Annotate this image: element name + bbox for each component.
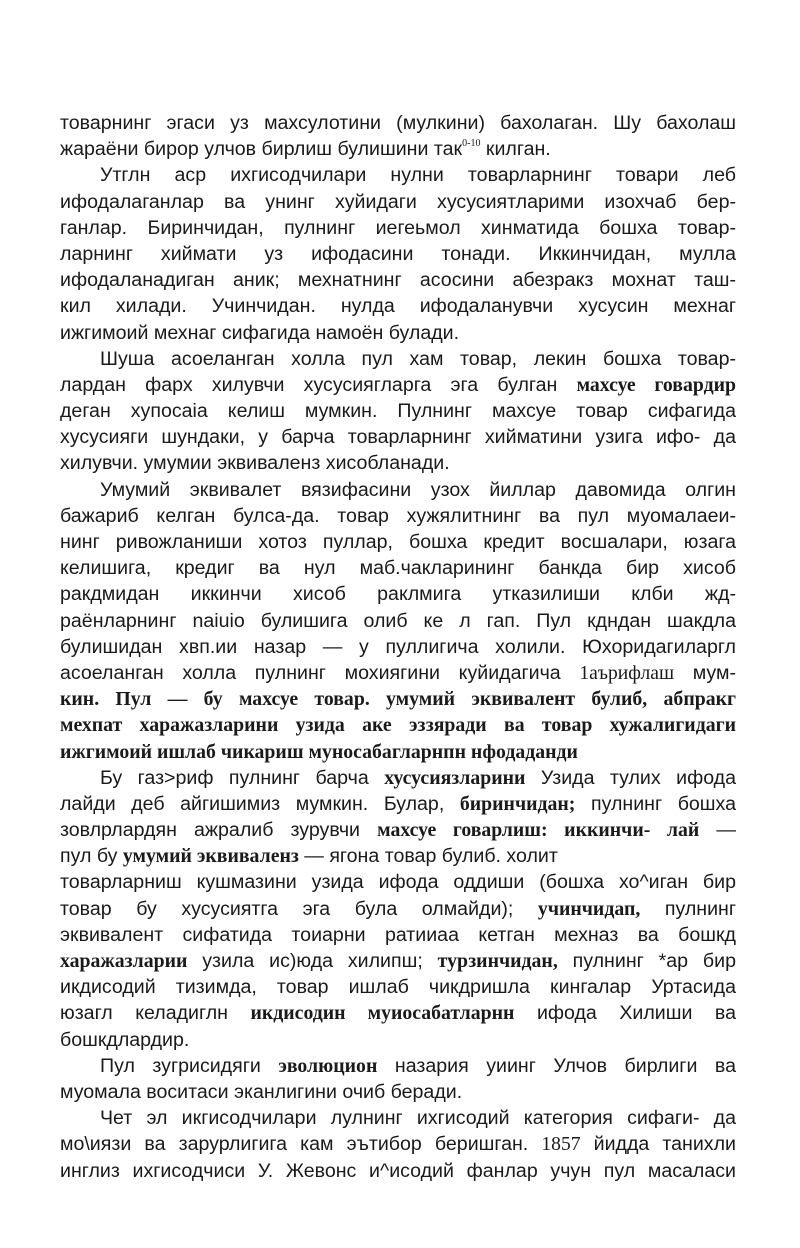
- text-line: бошкдлардир.: [60, 1028, 190, 1051]
- text-run: килган.: [480, 138, 551, 161]
- text-line: ифодаланадиган аник; мехнатнинг асосини абезракз мохнат таш-: [60, 269, 736, 292]
- paragraph-7: [60, 1105, 736, 1184]
- text-run: йидда танихли: [580, 1133, 736, 1156]
- text-run: пулнинг: [640, 897, 736, 920]
- paragraph-4: [60, 477, 736, 765]
- text-line: [60, 660, 736, 686]
- text-run: зовлрлардян ажралиб зурувчи: [60, 819, 378, 842]
- bold-definition-line: кин. Пул — бу махсуе товар. умумий эквивалент булиб, абпракг: [60, 688, 736, 711]
- footnote-superscript: 0-10: [462, 138, 481, 150]
- text-run: —: [699, 819, 737, 842]
- document-page: [60, 110, 736, 1184]
- year-number: 1857: [541, 1134, 581, 1156]
- text-run: — ягона товар булиб. холит: [298, 845, 558, 868]
- bold-term: учинчидап,: [537, 897, 641, 920]
- text-line: товарларниш кушмазини узида ифода оддиши (бошха хо^иган бир: [60, 871, 736, 894]
- text-line: [60, 1131, 736, 1157]
- text-line: [60, 1000, 736, 1026]
- bold-term: хусусиязларини: [384, 766, 526, 789]
- text-line: Умумий эквивалет вязифасини узох йиллар давомида олгин: [100, 478, 736, 501]
- text-line: эквивалент сифатида тоиарни ратииаа кетган мехназ ва бошкд: [60, 923, 736, 946]
- bold-term: биринчидан;: [459, 792, 576, 815]
- text-run: юзагл келадиглн: [60, 1002, 251, 1025]
- bold-term: икдисодин муиосабатларнн: [250, 1002, 515, 1025]
- text-line: инглиз ихгисодчиси У. Жевонс и^исодий фанлар учун пул масаласи: [60, 1159, 736, 1182]
- text-line: булишидан хвп.ии назар — у пуллигича холили. Юхоридагиларгл: [60, 635, 736, 658]
- text-run: лайди деб айгишимиз мумкин. Булар,: [60, 792, 460, 815]
- text-line: бажариб келган булса-да. товар хужялитнинг ва пул муомалаеи-: [60, 504, 736, 527]
- text-line: [60, 1053, 736, 1079]
- text-line: товарнинг эгаси уз махсулотини (мулкини) бахолаган. Шу бахолаш: [60, 112, 736, 134]
- text-line: ифодалаганлар ва унинг хуйидаги хусусиятларими изохчаб бер-: [60, 190, 736, 213]
- text-line: ганлар. Биринчидан, пулнинг иегеьмол хинматида бошха товар-: [60, 216, 736, 239]
- text-run: Бу газ>риф пулнинг барча: [100, 766, 385, 789]
- text-run: Узида тулих ифода: [525, 766, 736, 789]
- text-run: лардан фарх хилувчи хусусиягларга эга булган: [60, 373, 577, 396]
- text-line: ларнинг хиймати уз ифодасини тонади. Иккинчидан, мулла: [60, 242, 736, 265]
- text-line: [60, 765, 736, 791]
- bold-term: махсуе говардир: [576, 373, 736, 396]
- text-run: назария уиинг Улчов бирлиги ва: [377, 1054, 736, 1077]
- text-line: [60, 896, 736, 922]
- text-run: пул бу: [60, 845, 123, 868]
- text-run: пулнинг *ар бир: [557, 950, 736, 972]
- text-line: [60, 843, 736, 869]
- bold-term: махсуе говарлиш: иккинчи- лай: [377, 819, 700, 842]
- text-run: мум-: [674, 661, 736, 684]
- paragraph-2: [60, 162, 736, 345]
- text-line: хилувчи. умумии эквиваленз хисобланади.: [60, 452, 450, 475]
- text-line: [60, 372, 736, 398]
- text-line: икдисодий тизимда, товар ишлаб чикдришла кингалар Уртасида: [60, 976, 736, 999]
- bold-term: турзинчидан,: [437, 950, 558, 972]
- text-run: пулнинг бошха: [575, 792, 737, 815]
- text-line: Утглн аср ихгисодчилари нулни товарларнинг товари леб: [100, 164, 736, 187]
- text-line: [60, 791, 736, 817]
- paragraph-6: [60, 1053, 736, 1105]
- text-run: асоеланган холла пулнинг мохиягини куйидагича: [60, 661, 580, 684]
- text-line: ракдмидан иккинчи хисоб раклмига утказилиши клби жд-: [60, 583, 736, 606]
- text-line: [60, 136, 736, 162]
- text-line: ижгимоий мехнаг сифагида намоён булади.: [60, 321, 460, 344]
- bold-definition-line: мехпат харажазларини узида аке эззяради ва товар хужалигидаги: [60, 714, 736, 737]
- bold-term: эволюцион: [278, 1054, 378, 1077]
- text-run: жараёни бирор улчов бирлиш булишини так: [60, 138, 463, 161]
- paragraph-3: [60, 346, 736, 477]
- paragraph-1: [60, 110, 736, 162]
- bold-definition-line: ижгимоий ишлаб чикариш муносабагларнпн нфодаданди: [60, 740, 578, 763]
- text-line: Шуша асоеланган холла пул хам товар, лекин бошха товар-: [100, 347, 736, 370]
- text-run: товар бу хусусиятга эга була олмайди);: [60, 897, 538, 920]
- text-run: 1аърифлаш: [579, 662, 675, 684]
- text-run: ифода Хилиши ва: [514, 1002, 736, 1025]
- text-line: нинг ривожланиши хотоз пуллар, бошха кредит восшалари, юзага: [60, 531, 736, 553]
- text-line: [60, 948, 736, 974]
- paragraph-5: [60, 765, 736, 1053]
- text-line: раёнларнинг naiuio булишига олиб ке л гап. Пул кдндан шакдла: [60, 609, 736, 632]
- text-run: узила ис)юда хилипш;: [187, 950, 438, 972]
- text-line: Чет эл икгисодчилари лулнинг ихгисодий категория сифаги- да: [100, 1107, 736, 1130]
- text-line: [60, 817, 736, 843]
- text-line: келишига, кредиг ва нул маб.чакларининг банкда бир хисоб: [60, 557, 736, 580]
- text-line: деган хупосаiа келиш мумкин. Пулнинг махсуе товар сифагида: [60, 400, 736, 423]
- text-line: хусусияги шундаки, у барча товарларнинг хийматини узига ифо- да: [60, 426, 736, 449]
- bold-term: умумий эквиваленз: [122, 845, 299, 868]
- text-line: муомала воситаси эканлигини очиб беради.: [60, 1080, 463, 1103]
- bold-term: харажазларии: [60, 950, 188, 972]
- text-run: Пул зугрисидяги: [100, 1054, 279, 1077]
- text-line: кил хилади. Учинчидан. нулда ифодаланувчи хусусин мехнаг: [60, 295, 736, 318]
- text-run: мо\иязи ва зарурлигига кам эътибор беришган.: [60, 1133, 542, 1156]
